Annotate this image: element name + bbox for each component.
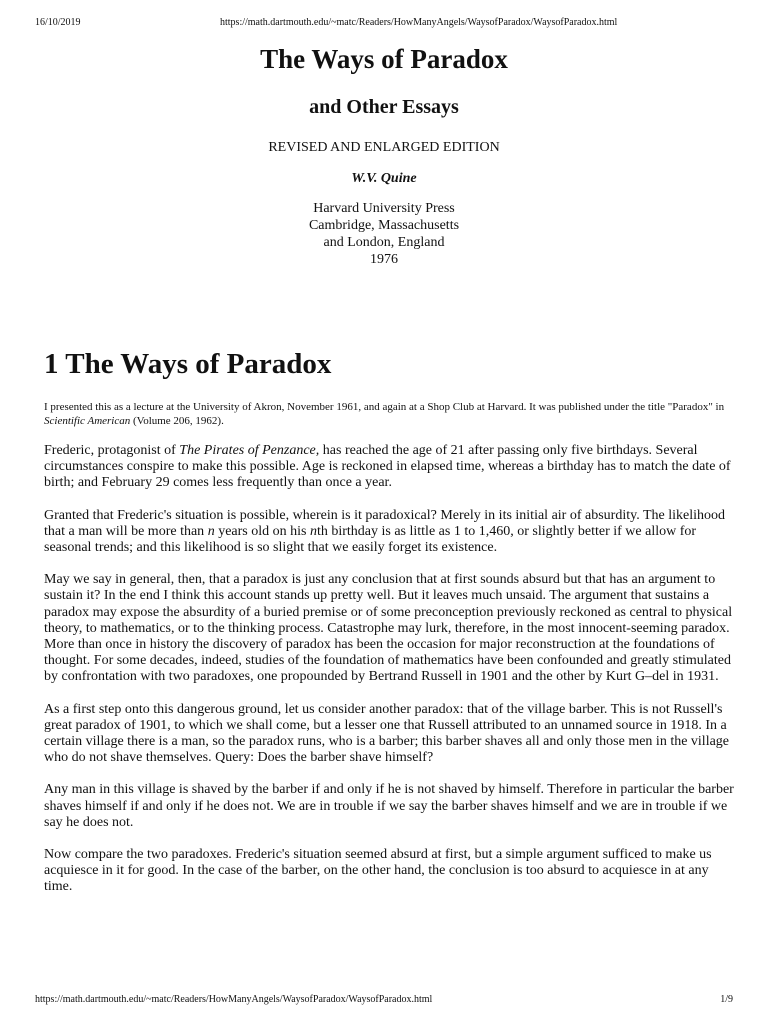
paragraph-5: Any man in this village is shaved by the barber if and only if he is not shaved by himself. Therefore in particular the barber shaves himself if and only if he does not. We are in trouble if we say the barber shaves himself and we are in trouble if we say he does not. — [44, 782, 734, 830]
publication-note — [44, 400, 734, 428]
paragraph-text: Frederic, protagonist of — [44, 443, 180, 458]
author-name: W.V. Quine — [351, 171, 417, 186]
page-number: 1/9 — [720, 994, 733, 1005]
print-url: https://math.dartmouth.edu/~matc/Readers/HowManyAngels/WaysofParadox/WaysofParadox.html — [220, 17, 618, 28]
paragraph-1 — [44, 443, 734, 492]
paragraph-6: Now compare the two paradoxes. Frederic's situation seemed absurd at first, but a simple argument sufficed to make us acquiesce in it for good. In the case of the barber, on the other hand, the conclusion is too absurd to acquiesce in at any time. — [44, 847, 712, 895]
journal-name: Scientific American — [44, 415, 131, 427]
note-text: (Volume 206, 1962). — [130, 415, 224, 427]
chapter-title: 1 The Ways of Paradox — [44, 348, 332, 380]
title-block — [0, 42, 768, 267]
publisher-line: and London, England — [323, 235, 445, 250]
paragraph-2 — [44, 508, 734, 557]
book-title: The Ways of Paradox — [260, 44, 508, 74]
paragraph-4: As a first step onto this dangerous ground, let us consider another paradox: that of the village barber. This is not Russell's great paradox of 1901, to which we shall come, but a lesser one that Russell attributed to an unnamed source in 1918. In a certain village there is a man, so the paradox runs, who is a barber; this barber shaves all and only those men in the village who do not shave themselves. Query: Does the barber shave himself? — [44, 701, 730, 766]
footer-url: https://math.dartmouth.edu/~matc/Readers/HowManyAngels/WaysofParadox/WaysofParadox.html — [35, 994, 433, 1005]
note-text: I presented this as a lecture at the University of Akron, November 1961, and again at a Shop Club at Harvard. It was published under the title "Paradox" in — [44, 401, 725, 413]
book-subtitle: and Other Essays — [309, 96, 459, 118]
edition-line: REVISED AND ENLARGED EDITION — [268, 140, 500, 155]
publisher-line: Cambridge, Massachusetts — [308, 218, 460, 233]
variable-n: n — [207, 523, 215, 539]
print-footer — [35, 994, 733, 1008]
chapter-body — [44, 400, 734, 912]
paragraph-text: Granted that Frederic's situation is possible, wherein is it paradoxical? Merely in its initial air of absurdity. The likelihood that a man will be more than — [44, 507, 725, 539]
publication-year: 1976 — [370, 252, 398, 267]
publisher-line: Harvard University Press — [313, 201, 455, 216]
publisher-info — [0, 200, 768, 268]
paragraph-text: th birthday is as little as 1 to 1,460, or slightly better if we allow for seasonal trends; and this likelihood is so slight that we easily forget its existence. — [44, 523, 697, 556]
work-title: The Pirates of Penzance, — [179, 443, 320, 458]
paragraph-text: years old on his — [214, 523, 310, 539]
paragraph-3: May we say in general, then, that a paradox is just any conclusion that at first sounds absurd but that has an argument to sustain it? In the end I think this account stands up pretty well. But it leaves much unsaid. The argument that sustains a paradox may expose the absurdity of a buried premise or of some preconception previously reckoned as central to physical theory, to mathematics, or to the thinking process. Catastrophe may lurk, therefore, in the most innocent-seeming paradox. More than once in history the discovery of paradox has been the occasion for major reconstruction at the foundations of thought. For some decades, indeed, studies of the foundation of mathematics have been confounded and greatly stimulated by confrontation with two paradoxes, one propounded by Bertrand Russell in 1901 and the other by Kurt G–del in 1931. — [44, 572, 733, 685]
print-date: 16/10/2019 — [35, 17, 81, 28]
variable-n: n — [309, 523, 317, 539]
print-header — [35, 17, 733, 31]
paragraph-text: has reached the age of 21 after passing only five birthdays. Several circumstances conspire to make this possible. Age is reckoned in elapsed time, whereas a birthday has to match the date of birth; and February 29 comes less frequently than once a year. — [44, 443, 731, 491]
